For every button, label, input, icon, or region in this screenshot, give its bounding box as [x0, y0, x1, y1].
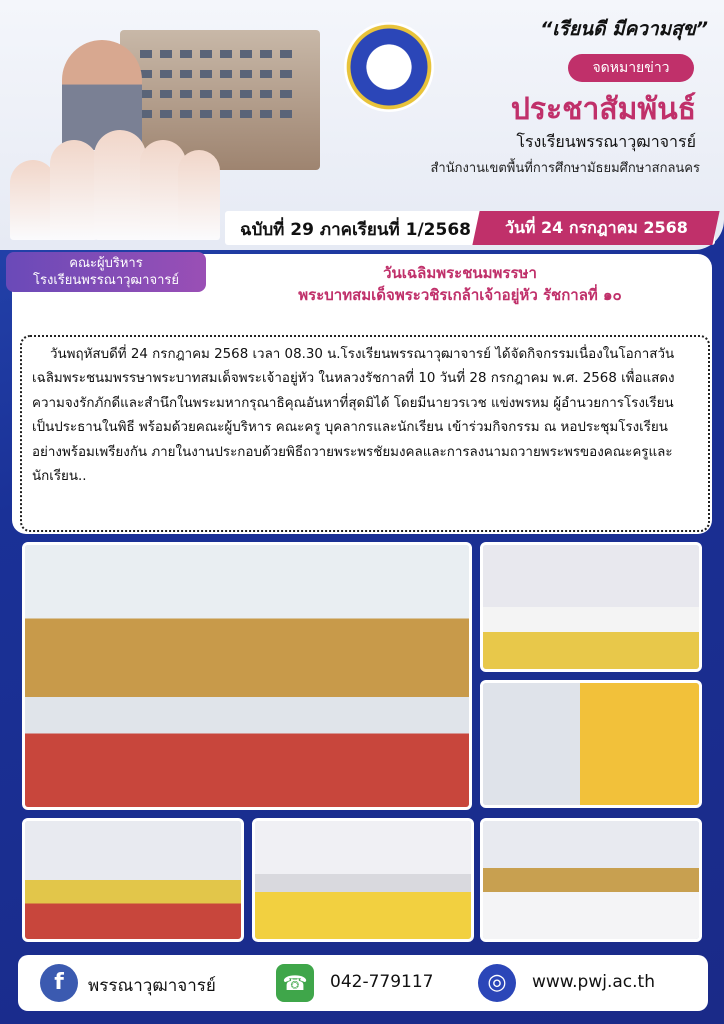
phone-number[interactable]: 042-779117: [330, 972, 434, 992]
exec-label: คณะผู้บริหาร โรงเรียนพรรณาวุฒาจารย์: [6, 252, 206, 292]
headline-line1: วันเฉลิมพระชนมพรรษา: [383, 264, 537, 282]
article-text: วันพฤหัสบดีที่ 24 กรกฎาคม 2568 เวลา 08.30 น.โรงเรียนพรรณาวุฒาจารย์ ได้จัดกิจกรรมเนื่องในโอกาสวันเฉลิมพระชนมพรรษาพระบาทสมเด็จพระเจ้าอยู่หัว ในหลวงรัชกาลที่ 10 วันที่ 28 กรกฎาคม พ.ศ. 2568 เพื่อแสดงความจงรักภักดีและสำนึกในพระมหากรุณาธิคุณอันหาที่สุดมิได้ โดยมีนายวรเวช แข่งพรหม ผู้อำนวยการโรงเรียน เป็นประธานในพิธี พร้อมด้วยคณะผู้บริหาร คณะครู บุคลากรและนักเรียน เข้าร่วมกิจกรรม ณ หอประชุมโรงเรียน อย่างพร้อมเพรียงกัน ภายในงานประกอบด้วยพิธีถวายพระพรชัยมงคลและการลงนามถวายพระพรของคณะครูและนักเรียน..: [32, 347, 675, 485]
newsletter-label: จดหมายข่าว: [568, 54, 694, 82]
school-crest-logo: [344, 22, 434, 112]
article-body: [20, 335, 710, 532]
issue-date-badge: [472, 211, 719, 245]
issue-date: วันที่ 24 กรกฎาคม 2568: [504, 218, 688, 237]
executive-team-photo: [10, 30, 220, 240]
photo-student-signing: [252, 818, 474, 942]
photo-portrait-ceremony: [480, 680, 702, 808]
photo-group-students: [480, 818, 702, 942]
phone-icon[interactable]: ☎: [276, 964, 314, 1002]
school-name: โรงเรียนพรรณาวุฒาจารย์: [516, 132, 696, 151]
facebook-name[interactable]: พรรณาวุฒาจารย์: [88, 976, 216, 996]
globe-icon[interactable]: ◎: [478, 964, 516, 1002]
photo-group-stage: [22, 542, 472, 810]
facebook-icon[interactable]: f: [40, 964, 78, 1002]
article-headline: [210, 262, 710, 306]
school-motto: “เรียนดี มีความสุข”: [540, 18, 708, 40]
photo-signing-1: [480, 542, 702, 672]
website-link[interactable]: www.pwj.ac.th: [532, 972, 655, 992]
headline-line2: พระบาทสมเด็จพระวชิรเกล้าเจ้าอยู่หัว รัชกาลที่ ๑๐: [298, 286, 622, 304]
issue-number: ฉบับที่ 29 ภาคเรียนที่ 1/2568: [240, 220, 471, 240]
office-name: สำนักงานเขตพื้นที่การศึกษามัธยมศึกษาสกลนคร: [430, 161, 700, 176]
photo-speech: [22, 818, 244, 942]
page-title: ประชาสัมพันธ์: [510, 92, 696, 127]
